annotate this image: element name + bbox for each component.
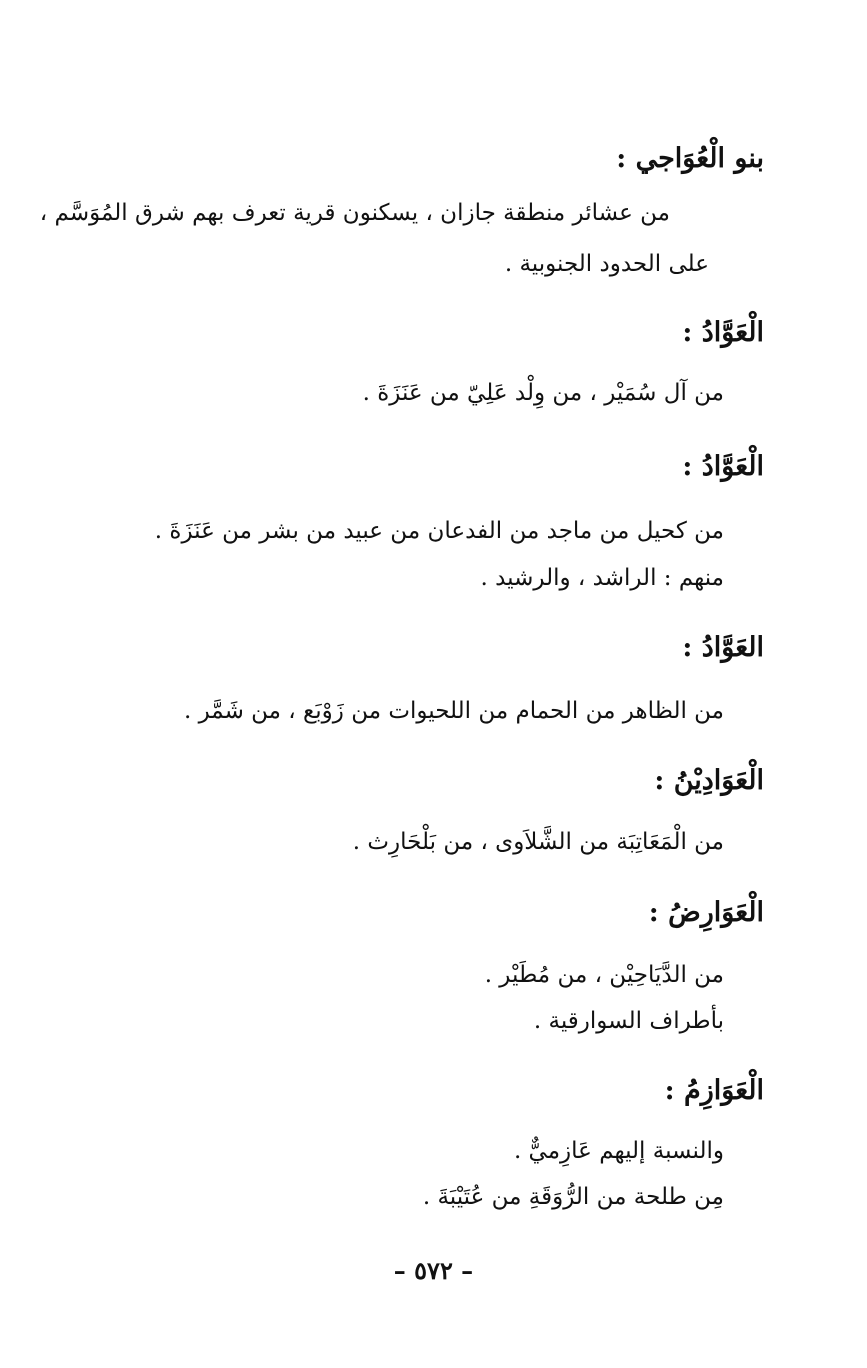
entry-heading: الْعَوَادِيْنُ : — [654, 765, 764, 796]
entry-text-line: من الْمَعَاتِبَة من الشَّلاَوى ، من بَلْحَارِث . — [352, 829, 724, 855]
entry-heading: الْعَوَّادُ : — [682, 451, 764, 482]
entry-heading: بنو الْعُوَاجي : — [616, 143, 764, 174]
entry-heading: العَوَّادُ : — [682, 632, 764, 663]
entry-heading: الْعَوَّادُ : — [682, 317, 764, 348]
entry-text-line: من آل سُمَيْر ، من وِلْد عَلِيّ من عَنَزَةَ . — [362, 380, 724, 406]
entry-heading: الْعَوَازِمُ : — [664, 1075, 764, 1106]
page-number: – ٥٧٢ – — [393, 1256, 474, 1285]
entry-text-line: مِن طلحة من الرُّوَقَةِ من عُتَيْبَةَ . — [422, 1184, 724, 1210]
entry-heading: الْعَوَارِضُ : — [648, 897, 764, 928]
entry-text-line: من عشائر منطقة جازان ، يسكنون قرية تعرف بهم شرق المُوَسَّم ، — [39, 200, 670, 226]
entry-text-line: والنسبة إليهم عَازِميٌّ . — [513, 1138, 724, 1164]
entry-text-line: من كحيل من ماجد من الفدعان من عبيد من بشر من عَنَزَةَ . — [154, 518, 724, 544]
entry-text-line: من الدَّيَاحِيْن ، من مُطَيْر . — [484, 962, 724, 988]
entry-text-line: منهم : الراشد ، والرشيد . — [480, 565, 724, 591]
entry-text-line: على الحدود الجنوبية . — [504, 251, 709, 277]
entry-text-line: بأطراف السوارقية . — [533, 1008, 724, 1034]
entry-text-line: من الظاهر من الحمام من اللحيوات من زَوْبَع ، من شَمَّر . — [183, 698, 724, 724]
